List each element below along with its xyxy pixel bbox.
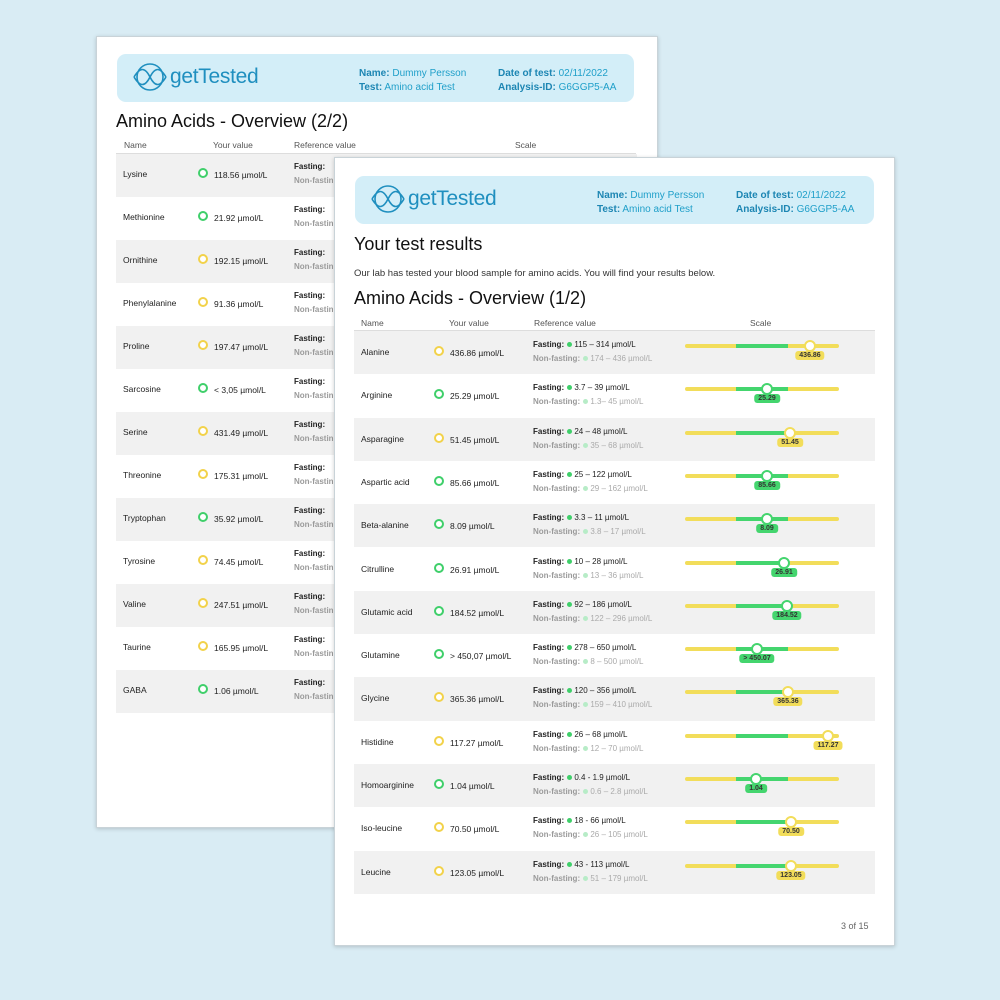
non-fasting-reference: Non-fasting: 3.8 – 17 µmol/L [533,527,646,537]
status-dot-icon [434,563,444,573]
range-scale-bar [685,690,839,706]
fasting-dot-icon [567,775,572,780]
non-fasting-label: Non-fastin [294,348,334,357]
amino-acid-name: Glutamine [361,650,400,661]
logo-text: getTested [170,65,259,88]
fasting-reference: Fasting: 3.3 – 11 µmol/L [533,513,630,523]
reference-range-band [736,344,788,348]
fasting-dot-icon [567,688,572,693]
amino-acid-name: Tyrosine [123,556,156,566]
fasting-reference: Fasting: 26 – 68 µmol/L [533,729,628,739]
fasting-reference: Fasting: 43 - 113 µmol/L [533,859,630,869]
amino-acid-name: Lysine [123,169,148,179]
result-value: 51.45 µmol/L [450,434,500,445]
result-value: 1.04 µmol/L [450,781,495,791]
test-name: Amino acid Test [384,82,455,93]
range-scale-bar [685,820,839,836]
result-value: 431.49 µmol/L [214,428,269,438]
table-header [97,140,657,152]
test-date: 02/11/2022 [558,68,608,79]
status-dot-icon [434,519,444,529]
value-tag: 8.09 [756,524,778,533]
range-scale-bar [685,604,839,619]
fasting-label: Fasting: [294,678,326,687]
non-fasting-label: Non-fastin [294,219,334,228]
value-tag: 25.29 [754,394,780,403]
status-dot-icon [434,389,444,399]
fasting-dot-icon [567,818,572,823]
amino-acid-name: Arginine [361,390,393,401]
gettested-logo [371,184,496,214]
non-fasting-label: Non-fastin [294,434,334,443]
range-scale-bar [685,864,839,879]
non-fasting-dot-icon [583,659,588,664]
non-fasting-dot-icon [583,399,588,404]
non-fasting-reference: Non-fasting: 26 – 105 µmol/L [533,830,648,840]
amino-acid-name: Homoarginine [361,780,414,790]
overview-title-1: Amino Acids - Overview (1/2) [354,288,587,308]
status-dot-icon [434,649,444,659]
status-dot-icon [198,426,208,436]
results-title: Your test results [354,234,483,254]
table-row [354,677,875,720]
col-name: Name [361,318,384,328]
fasting-dot-icon [567,429,572,434]
result-value: 117.27 µmol/L [450,737,504,748]
fasting-label: Fasting: [294,334,326,343]
non-fasting-dot-icon [583,443,588,448]
non-fasting-label: Non-fastin [294,391,334,400]
status-dot-icon [434,433,444,443]
fasting-reference: Fasting: 24 – 48 µmol/L [533,426,628,436]
amino-acid-name: GABA [123,685,147,695]
table-row [354,591,875,634]
fasting-reference: Fasting: 120 – 356 µmol/L [533,686,637,696]
page-number: 3 of 15 [841,921,869,931]
status-dot-icon [434,606,444,616]
non-fasting-dot-icon [583,573,588,578]
non-fasting-label: Non-fastin [294,606,334,615]
fasting-label: Fasting: [294,506,326,515]
result-value: 74.45 µmol/L [214,557,264,567]
table-row [354,548,875,591]
result-value: 118.56 µmol/L [214,170,268,180]
table-row [354,764,875,807]
amino-acid-name: Leucine [361,866,391,877]
non-fasting-dot-icon [583,832,588,837]
non-fasting-dot-icon [583,529,588,534]
value-tag: 436.86 [795,351,824,360]
value-tag: 184.52 [772,611,801,620]
value-tag: 123.05 [776,871,805,880]
status-dot-icon [434,779,444,789]
non-fasting-reference: Non-fasting: 8 – 500 µmol/L [533,657,644,667]
status-dot-icon [198,598,208,608]
fasting-dot-icon [567,342,572,347]
result-value: 21.92 µmol/L [214,213,264,223]
amino-acid-name: Threonine [123,470,162,480]
value-tag: 70.50 [778,827,804,836]
reference-range-band [736,431,788,435]
report-header-banner [355,176,874,224]
fasting-dot-icon [567,645,572,650]
non-fasting-dot-icon [583,746,588,751]
status-dot-icon [198,684,208,694]
report-page-front [334,157,895,946]
non-fasting-reference: Non-fasting: 0.6 – 2.8 µmol/L [533,787,648,796]
value-tag: 51.45 [777,438,803,447]
amino-acid-name: Histidine [361,736,394,747]
result-value: 175.31 µmol/L [214,471,269,481]
col-name: Name [124,140,147,150]
range-scale-bar [685,474,839,489]
result-value: 436.86 µmol/L [450,348,505,358]
amino-acid-name: Alanine [361,347,390,357]
fasting-label: Fasting: [294,420,326,429]
status-dot-icon [434,736,444,746]
col-scale: Scale [750,318,772,328]
reference-range-band [736,820,788,824]
amino-acid-name: Glutamic acid [361,606,413,617]
analysis-id: G6GGP5-AA [796,204,855,215]
status-dot-icon [434,346,444,356]
result-value: 192.15 µmol/L [214,256,269,266]
non-fasting-label: Non-fastin [294,305,334,314]
fasting-reference: Fasting: 10 – 28 µmol/L [533,556,628,566]
table-row [354,418,875,461]
result-value: 197.47 µmol/L [214,342,269,352]
non-fasting-reference: Non-fasting: 29 – 162 µmol/L [533,483,648,493]
fasting-reference: Fasting: 0.4 - 1.9 µmol/L [533,773,631,782]
dna-logo-icon [371,184,405,214]
non-fasting-reference: Non-fasting: 35 – 68 µmol/L [533,440,644,450]
overview-title-2: Amino Acids - Overview (2/2) [116,111,349,131]
reference-range-band [736,864,788,868]
status-dot-icon [434,476,444,486]
table-row [354,721,875,764]
result-value: 1.06 µmol/L [214,686,259,696]
patient-name: Dummy Persson [630,190,705,201]
amino-acid-name: Taurine [123,642,151,652]
reference-range-band [736,690,788,694]
range-scale-bar [685,777,839,792]
amino-acid-name: Beta-alanine [361,520,409,531]
fasting-reference: Fasting: 115 – 314 µmol/L [533,340,636,349]
status-dot-icon [198,340,208,350]
reference-range-band [736,734,788,738]
fasting-dot-icon [567,559,572,564]
status-dot-icon [434,866,444,876]
value-tag: 26.91 [771,568,797,577]
non-fasting-label: Non-fastin [294,262,334,271]
result-value: 35.92 µmol/L [214,514,264,524]
status-dot-icon [198,512,208,522]
col-value: Your value [213,140,253,150]
result-value: 165.95 µmol/L [214,643,269,653]
fasting-reference: Fasting: 92 – 186 µmol/L [533,599,632,609]
test-meta: Date of test: 02/11/2022 Analysis-ID: G6GGP5-AA [736,190,855,215]
patient-name: Dummy Persson [392,68,467,79]
fasting-dot-icon [567,732,572,737]
fasting-label: Fasting: [294,549,326,558]
fasting-dot-icon [567,862,572,867]
test-name: Amino acid Test [622,204,693,215]
reference-range-band [736,777,788,781]
non-fasting-dot-icon [583,616,588,621]
result-value: > 450,07 µmol/L [450,651,512,662]
status-dot-icon [198,555,208,565]
non-fasting-dot-icon [583,702,588,707]
gettested-logo [133,62,258,92]
amino-acid-name: Valine [123,599,146,609]
range-scale-bar [685,734,839,749]
status-dot-icon [198,297,208,307]
amino-acid-name: Aspartic acid [361,476,410,487]
value-tag: 1.04 [745,784,767,793]
fasting-reference: Fasting: 25 – 122 µmol/L [533,469,632,479]
fasting-reference: Fasting: 18 - 66 µmol/L [533,816,626,826]
result-value: 85.66 µmol/L [450,477,500,488]
non-fasting-dot-icon [583,356,588,361]
non-fasting-dot-icon [583,789,588,794]
non-fasting-reference: Non-fasting: 51 – 179 µmol/L [533,873,648,883]
patient-meta: Name: Dummy Persson Test: Amino acid Test [597,190,705,215]
non-fasting-label: Non-fastin [294,176,334,185]
amino-acid-name: Iso-leucine [361,823,403,834]
fasting-dot-icon [567,515,572,520]
non-fasting-reference: Non-fasting: 13 – 36 µmol/L [533,570,644,580]
fasting-label: Fasting: [294,463,326,472]
range-scale-bar [685,387,839,403]
value-tag: > 450.07 [739,654,774,663]
logo-text: getTested [408,187,497,210]
non-fasting-label: Non-fastin [294,692,334,701]
results-intro: Our lab has tested your blood sample for amino acids. You will find your results below. [354,268,716,279]
amino-acid-name: Phenylalanine [123,298,177,308]
result-value: 184.52 µmol/L [450,607,505,618]
fasting-label: Fasting: [294,162,326,171]
range-scale-bar [685,431,839,446]
col-scale: Scale [515,140,537,150]
non-fasting-label: Non-fastin [294,563,334,572]
analysis-id: G6GGP5-AA [558,82,617,93]
amino-acid-name: Methionine [123,212,165,222]
table-row [354,374,875,417]
dna-logo-icon [133,62,167,92]
non-fasting-dot-icon [583,486,588,491]
non-fasting-label: Non-fastin [294,477,334,486]
status-dot-icon [198,383,208,393]
amino-acid-name: Asparagine [361,433,405,444]
non-fasting-reference: Non-fasting: 1.3– 45 µmol/L [533,397,644,407]
amino-acid-name: Proline [123,341,150,351]
amino-acid-name: Citrulline [361,563,395,574]
table-header [335,318,894,330]
status-dot-icon [198,254,208,264]
range-scale-bar [685,561,839,576]
amino-acid-name: Serine [123,427,148,437]
result-value: 25.29 µmol/L [450,391,500,402]
table-row [354,331,875,374]
range-scale-bar [685,517,839,533]
table-row [354,851,875,894]
result-value: 247.51 µmol/L [214,600,269,610]
patient-meta: Name: Dummy Persson Test: Amino acid Test [359,68,467,93]
fasting-label: Fasting: [294,248,326,257]
fasting-dot-icon [567,472,572,477]
non-fasting-reference: Non-fasting: 159 – 410 µmol/L [533,700,653,710]
non-fasting-dot-icon [583,876,588,881]
amino-acid-name: Glycine [361,693,390,704]
non-fasting-reference: Non-fasting: 122 – 296 µmol/L [533,613,653,623]
result-value: 70.50 µmol/L [450,824,500,835]
non-fasting-reference: Non-fasting: 174 – 436 µmol/L [533,354,653,363]
table-row [354,461,875,504]
col-value: Your value [449,318,489,328]
fasting-label: Fasting: [294,592,326,601]
status-dot-icon [198,641,208,651]
result-value: 8.09 µmol/L [450,521,495,532]
non-fasting-reference: Non-fasting: 12 – 70 µmol/L [533,743,644,753]
non-fasting-label: Non-fastin [294,649,334,658]
status-dot-icon [198,469,208,479]
table-row [354,504,875,547]
result-value: 123.05 µmol/L [450,867,505,878]
range-scale-bar [685,344,839,359]
amino-acid-name: Tryptophan [123,513,166,523]
test-meta: Date of test: 02/11/2022 Analysis-ID: G6GGP5-AA [498,68,617,93]
fasting-dot-icon [567,602,572,607]
status-dot-icon [434,822,444,832]
fasting-label: Fasting: [294,291,326,300]
result-value: 91.36 µmol/L [214,299,264,309]
range-scale-bar [685,647,839,663]
result-value: 26.91 µmol/L [450,564,500,575]
fasting-label: Fasting: [294,377,326,386]
amino-acid-name: Ornithine [123,255,158,265]
test-date: 02/11/2022 [796,190,846,201]
value-tag: 85.66 [754,481,780,490]
non-fasting-label: Non-fastin [294,520,334,529]
status-dot-icon [198,168,208,178]
col-reference: Reference value [534,318,596,328]
status-dot-icon [434,692,444,702]
fasting-label: Fasting: [294,635,326,644]
result-value: 365.36 µmol/L [450,694,505,705]
fasting-reference: Fasting: 3.7 – 39 µmol/L [533,383,630,393]
value-tag: 365.36 [773,697,802,706]
report-header-banner [117,54,634,102]
amino-acid-name: Sarcosine [123,384,161,394]
status-dot-icon [198,211,208,221]
table-row [354,634,875,677]
fasting-reference: Fasting: 278 – 650 µmol/L [533,643,637,653]
table-row [354,807,875,850]
fasting-dot-icon [567,385,572,390]
value-tag: 117.27 [813,741,842,750]
result-value: < 3,05 µmol/L [214,385,266,395]
col-reference: Reference value [294,140,356,150]
fasting-label: Fasting: [294,205,326,214]
